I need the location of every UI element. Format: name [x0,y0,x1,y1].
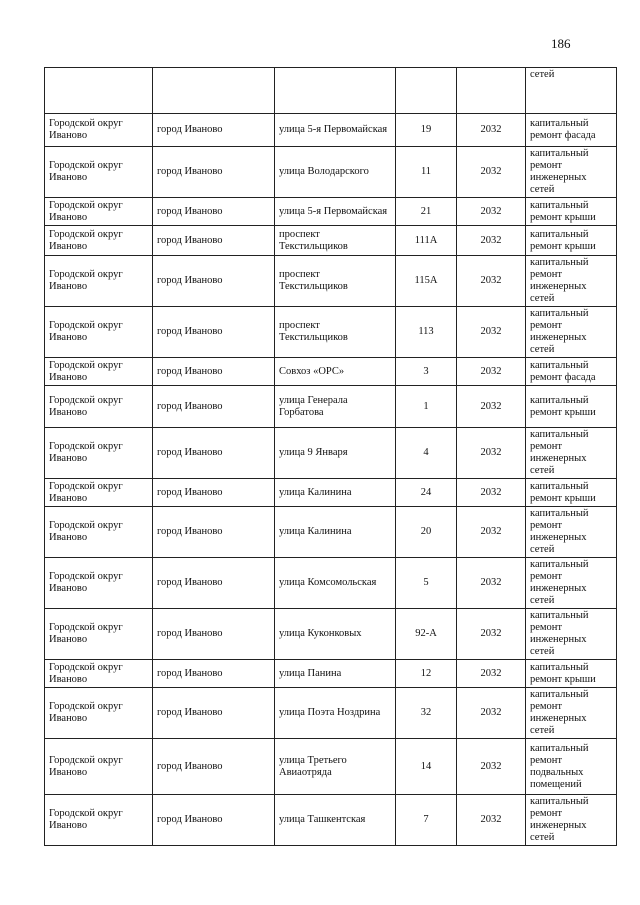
table-row [45,507,617,558]
house-cell: 14 [396,739,457,795]
year-cell: 2032 [457,739,526,795]
work-type-cell: капитальный ремонт инженерных сетей [526,507,617,558]
street-cell: проспект Текстильщиков [275,256,396,307]
street-cell: улица Комсомольская [275,558,396,609]
settlement-cell: город Иваново [153,688,275,739]
table-row [45,558,617,609]
street-cell: проспект Текстильщиков [275,226,396,256]
settlement-cell: город Иваново [153,358,275,386]
table-body [45,68,617,846]
street-cell: улица Ташкентская [275,795,396,846]
street-cell: улица Поэта Ноздрина [275,688,396,739]
year-cell: 2032 [457,256,526,307]
district-cell: Городской округ Иваново [45,739,153,795]
settlement-cell: город Иваново [153,479,275,507]
work-type-cell: капитальный ремонт инженерных сетей [526,609,617,660]
table-row [45,688,617,739]
year-cell: 2032 [457,114,526,147]
district-cell: Городской округ Иваново [45,428,153,479]
settlement-cell: город Иваново [153,795,275,846]
district-cell: Городской округ Иваново [45,660,153,688]
settlement-cell: город Иваново [153,660,275,688]
street-cell: Совхоз «ОРС» [275,358,396,386]
house-cell: 115А [396,256,457,307]
house-cell: 20 [396,507,457,558]
house-cell: 32 [396,688,457,739]
street-cell: улица 5-я Первомайская [275,114,396,147]
district-cell: Городской округ Иваново [45,479,153,507]
settlement-cell: город Иваново [153,198,275,226]
table-row [45,739,617,795]
settlement-cell: город Иваново [153,256,275,307]
settlement-cell: город Иваново [153,739,275,795]
street-cell: улица Калинина [275,479,396,507]
work-type-cell: капитальный ремонт инженерных сетей [526,256,617,307]
district-cell: Городской округ Иваново [45,226,153,256]
year-cell: 2032 [457,198,526,226]
repair-schedule-table [44,67,617,846]
settlement-cell [153,68,275,114]
district-cell: Городской округ Иваново [45,609,153,660]
year-cell: 2032 [457,479,526,507]
settlement-cell: город Иваново [153,609,275,660]
house-cell: 3 [396,358,457,386]
house-cell: 1 [396,386,457,428]
table-row [45,660,617,688]
settlement-cell: город Иваново [153,114,275,147]
district-cell: Городской округ Иваново [45,688,153,739]
year-cell: 2032 [457,226,526,256]
street-cell: улица 5-я Первомайская [275,198,396,226]
work-type-cell: капитальный ремонт крыши [526,198,617,226]
settlement-cell: город Иваново [153,307,275,358]
work-type-cell: капитальный ремонт крыши [526,386,617,428]
settlement-cell: город Иваново [153,386,275,428]
year-cell: 2032 [457,307,526,358]
street-cell: улица 9 Января [275,428,396,479]
street-cell: проспект Текстильщиков [275,307,396,358]
house-cell [396,68,457,114]
table-row [45,479,617,507]
district-cell: Городской округ Иваново [45,558,153,609]
district-cell: Городской округ Иваново [45,198,153,226]
carry-over-row [45,68,617,114]
street-cell [275,68,396,114]
street-cell: улица Третьего Авиаотряда [275,739,396,795]
year-cell: 2032 [457,688,526,739]
table-row [45,147,617,198]
street-cell: улица Куконковых [275,609,396,660]
year-cell: 2032 [457,358,526,386]
work-type-cell: капитальный ремонт инженерных сетей [526,795,617,846]
table-row [45,114,617,147]
house-cell: 19 [396,114,457,147]
year-cell: 2032 [457,795,526,846]
house-cell: 113 [396,307,457,358]
district-cell: Городской округ Иваново [45,386,153,428]
district-cell: Городской округ Иваново [45,507,153,558]
table-row [45,795,617,846]
house-cell: 12 [396,660,457,688]
work-type-cell: капитальный ремонт инженерных сетей [526,688,617,739]
table-row [45,386,617,428]
house-cell: 111А [396,226,457,256]
work-type-cell: капитальный ремонт инженерных сетей [526,307,617,358]
table-row [45,256,617,307]
district-cell: Городской округ Иваново [45,256,153,307]
street-cell: улица Калинина [275,507,396,558]
work-type-cell: капитальный ремонт фасада [526,114,617,147]
table-row [45,226,617,256]
district-cell: Городской округ Иваново [45,147,153,198]
settlement-cell: город Иваново [153,507,275,558]
settlement-cell: город Иваново [153,428,275,479]
district-cell: Городской округ Иваново [45,795,153,846]
work-type-cell: капитальный ремонт подвальных помещений [526,739,617,795]
year-cell: 2032 [457,609,526,660]
house-cell: 11 [396,147,457,198]
house-cell: 24 [396,479,457,507]
street-cell: улица Панина [275,660,396,688]
settlement-cell: город Иваново [153,147,275,198]
settlement-cell: город Иваново [153,558,275,609]
work-type-cell: сетей [526,68,617,114]
district-cell [45,68,153,114]
work-type-cell: капитальный ремонт инженерных сетей [526,558,617,609]
table-row [45,358,617,386]
house-cell: 21 [396,198,457,226]
district-cell: Городской округ Иваново [45,114,153,147]
table-row [45,609,617,660]
work-type-cell: капитальный ремонт крыши [526,226,617,256]
district-cell: Городской округ Иваново [45,307,153,358]
table-row [45,198,617,226]
year-cell: 2032 [457,428,526,479]
year-cell: 2032 [457,507,526,558]
work-type-cell: капитальный ремонт крыши [526,660,617,688]
settlement-cell: город Иваново [153,226,275,256]
house-cell: 4 [396,428,457,479]
table-row [45,307,617,358]
year-cell: 2032 [457,147,526,198]
street-cell: улица Генерала Горбатова [275,386,396,428]
work-type-cell: капитальный ремонт фасада [526,358,617,386]
house-cell: 5 [396,558,457,609]
work-type-cell: капитальный ремонт крыши [526,479,617,507]
house-cell: 92-А [396,609,457,660]
year-cell: 2032 [457,558,526,609]
year-cell: 2032 [457,386,526,428]
table-row [45,428,617,479]
house-cell: 7 [396,795,457,846]
year-cell: 2032 [457,660,526,688]
year-cell [457,68,526,114]
page-number: 186 [551,36,571,51]
work-type-cell: капитальный ремонт инженерных сетей [526,428,617,479]
work-type-cell: капитальный ремонт инженерных сетей [526,147,617,198]
district-cell: Городской округ Иваново [45,358,153,386]
street-cell: улица Володарского [275,147,396,198]
